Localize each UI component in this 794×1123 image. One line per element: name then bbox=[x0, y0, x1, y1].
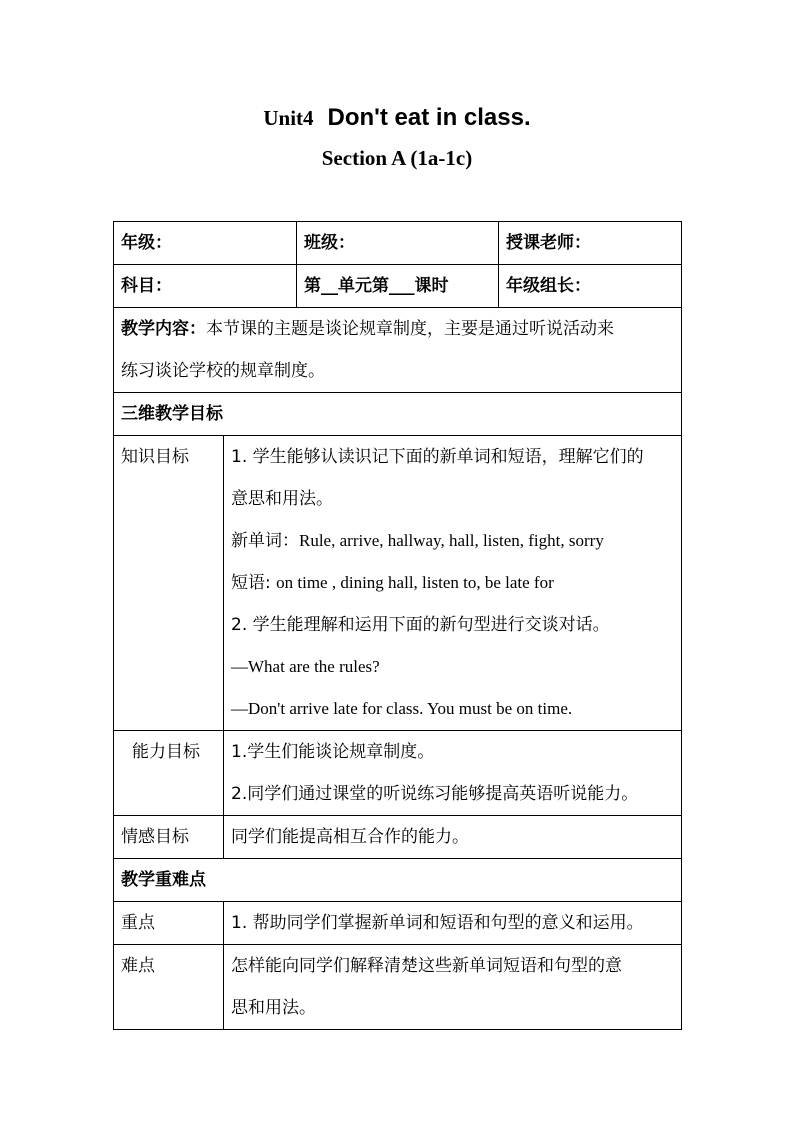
content-row bbox=[114, 308, 682, 393]
difficulty-line-1: 怎样能向同学们解释清楚这些新单词短语和句型的意 bbox=[231, 956, 622, 976]
lesson-title: Don't eat in class. bbox=[327, 104, 531, 131]
difficulty-row bbox=[114, 945, 682, 1030]
ability-line-1: 1.学生们能谈论规章制度。 bbox=[231, 742, 435, 762]
key-points-heading: 教学重难点 bbox=[114, 859, 682, 902]
objectives-heading: 三维教学目标 bbox=[114, 393, 682, 436]
info-row-1 bbox=[114, 222, 682, 265]
emotion-cell: 同学们能提高相互合作的能力。 bbox=[224, 816, 682, 859]
knowledge-label: 知识目标 bbox=[114, 436, 224, 731]
focus-cell: 1. 帮助同学们掌握新单词和短语和句型的意义和运用。 bbox=[224, 902, 682, 945]
phrases: on time , dining hall, listen to, be late for bbox=[276, 573, 554, 592]
emotion-label: 情感目标 bbox=[114, 816, 224, 859]
class-cell: 班级： bbox=[297, 222, 499, 265]
difficulty-label: 难点 bbox=[114, 945, 224, 1030]
ability-cell bbox=[224, 731, 682, 816]
knowledge-row bbox=[114, 436, 682, 731]
subject-cell: 科目： bbox=[114, 265, 297, 308]
objectives-heading-row bbox=[114, 393, 682, 436]
phrases-label: 短语: bbox=[231, 573, 277, 593]
difficulty-line-2: 思和用法。 bbox=[231, 998, 316, 1018]
document-title bbox=[0, 104, 794, 132]
new-words-label: 新单词： bbox=[231, 531, 299, 551]
content-label: 教学内容： bbox=[121, 319, 206, 339]
ability-line-2: 2.同学们通过课堂的听说练习能够提高英语听说能力。 bbox=[231, 784, 639, 804]
emotion-row bbox=[114, 816, 682, 859]
dialogue-answer: —Don't arrive late for class. You must be on time. bbox=[231, 699, 573, 718]
focus-label: 重点 bbox=[114, 902, 224, 945]
new-words: Rule, arrive, hallway, hall, listen, fight, sorry bbox=[299, 531, 604, 550]
knowledge-cell bbox=[224, 436, 682, 731]
ability-label: 能力目标 bbox=[114, 731, 224, 816]
focus-row bbox=[114, 902, 682, 945]
content-text-2: 练习谈论学校的规章制度。 bbox=[121, 361, 325, 381]
dialogue-question: —What are the rules? bbox=[231, 657, 380, 676]
knowledge-line-1: 1. 学生能够认读识记下面的新单词和短语，理解它们的 bbox=[231, 447, 644, 467]
grade-cell: 年级： bbox=[114, 222, 297, 265]
ability-row bbox=[114, 731, 682, 816]
group-leader-cell: 年级组长： bbox=[499, 265, 682, 308]
section-title: Section A (1a-1c) bbox=[321, 146, 473, 170]
key-points-heading-row bbox=[114, 859, 682, 902]
lesson-plan-table bbox=[113, 221, 682, 1030]
unit-label: Unit4 bbox=[263, 106, 314, 130]
content-cell bbox=[114, 308, 682, 393]
difficulty-cell bbox=[224, 945, 682, 1030]
knowledge-line-2: 意思和用法。 bbox=[231, 489, 333, 509]
content-text-1: 本节课的主题是谈论规章制度，主要是通过听说活动来 bbox=[206, 319, 614, 339]
knowledge-line-5: 2. 学生能理解和运用下面的新句型进行交谈对话。 bbox=[231, 615, 610, 635]
lesson-cell: 第__单元第___课时 bbox=[297, 265, 499, 308]
info-row-2 bbox=[114, 265, 682, 308]
teacher-cell: 授课老师： bbox=[499, 222, 682, 265]
